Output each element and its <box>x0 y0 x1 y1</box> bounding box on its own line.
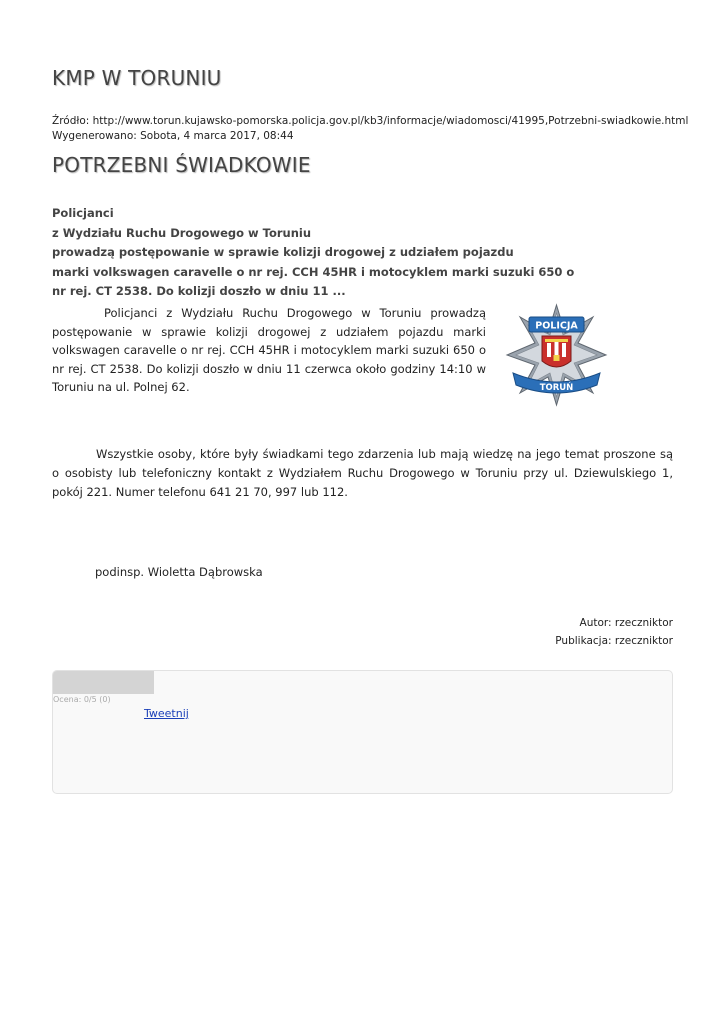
article-title: POTRZEBNI ŚWIADKOWIE <box>52 153 311 177</box>
badge-bottom-text: TORUŃ <box>539 383 574 393</box>
site-title: KMP W TORUNIU <box>52 66 222 90</box>
lead-line: Policjanci <box>52 206 114 220</box>
author-label: Autor: rzeczniktor <box>579 617 673 629</box>
police-logo <box>505 303 608 407</box>
rating-label: Ocena: 0/5 (0) <box>53 695 111 704</box>
source-url: Źródło: http://www.torun.kujawsko-pomorska.policja.gov.pl/kb3/informacje/wiadomosci/41995,Potrzebni-swiadkowie.html <box>52 115 689 127</box>
document-meta <box>52 114 688 143</box>
lead-line: z Wydziału Ruchu Drogowego w Toruniu <box>52 225 312 240</box>
article-paragraph-2 <box>52 445 673 502</box>
publication-label: Publikacja: rzeczniktor <box>555 635 673 647</box>
paragraph-2-text: Wszystkie osoby, które były świadkami tego zdarzenia lub mają wiedzę na jego temat proszone są o osobisty lub telefoniczny kontakt z Wydziałem Ruchu Drogowego w Toruniu przy ul. Dziewulskiego 1, pokój 221. Numer telefonu 641 21 70, 997 lub 112. <box>52 447 673 499</box>
tweet-link[interactable]: Tweetnij <box>144 707 189 720</box>
lead-line: prowadzą postępowanie w sprawie kolizji drogowej z udziałem pojazdu <box>52 245 514 259</box>
signature: podinsp. Wioletta Dąbrowska <box>95 565 263 579</box>
generated-date: Wygenerowano: Sobota, 4 marca 2017, 08:44 <box>52 129 294 142</box>
lead-line: marki volkswagen caravelle o nr rej. CCH 45HR i motocyklem marki suzuki 650 o <box>52 264 575 279</box>
rating-stars-bar[interactable] <box>53 671 154 694</box>
rating-panel <box>52 670 673 794</box>
article-paragraph-1 <box>52 304 486 397</box>
paragraph-1-text: Policjanci z Wydziału Ruchu Drogowego w Toruniu prowadzą postępowanie w sprawie kolizji drogowej z udziałem pojazdu marki volkswagen caravelle o nr rej. CCH 45HR i motocyklem marki suzuki 650 o nr rej. CT 2538. Do kolizji doszło w dniu 11 czerwca około godziny 14:10 w Toruniu na ul. Polnej 62. <box>52 306 486 394</box>
author-info <box>555 614 673 650</box>
lead-line: nr rej. CT 2538. Do kolizji doszło w dniu 11 ... <box>52 284 346 298</box>
police-badge-icon <box>505 303 608 407</box>
article-lead <box>52 204 574 302</box>
badge-top-text: POLICJA <box>535 320 578 332</box>
